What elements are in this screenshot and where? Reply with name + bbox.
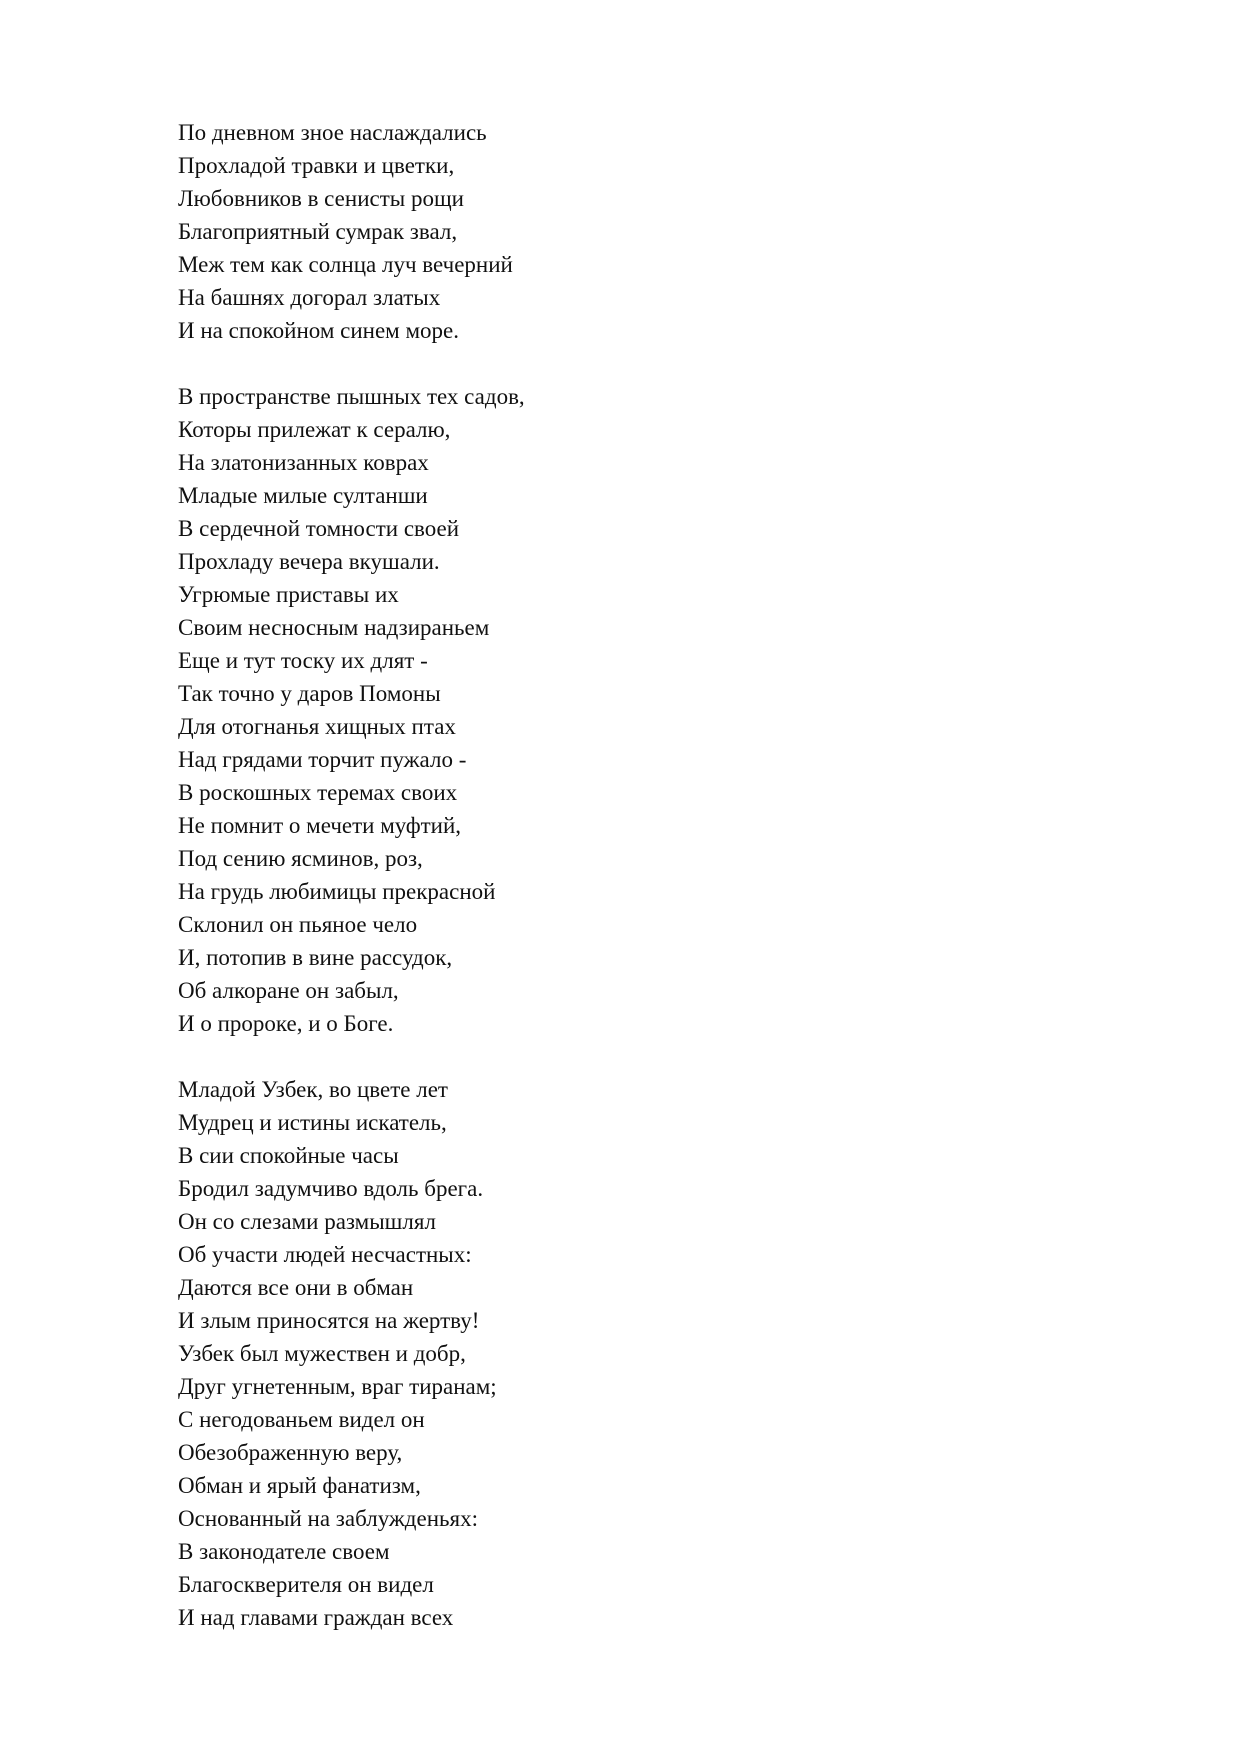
poem-line: Об участи людей несчастных: — [178, 1242, 472, 1267]
poem-line: И злым приносятся на жертву! — [178, 1308, 480, 1333]
poem-line: Угрюмые приставы их — [178, 582, 399, 607]
poem-line: В законодателе своем — [178, 1539, 390, 1564]
poem-line: С негодованьем видел он — [178, 1407, 425, 1432]
stanza-1 — [178, 116, 1078, 347]
poem-line: Младые милые султанши — [178, 483, 428, 508]
poem-line: Даются все они в обман — [178, 1275, 414, 1300]
stanza-3 — [178, 1073, 1078, 1634]
poem-line: Так точно у даров Помоны — [178, 681, 441, 706]
poem-line: На башнях догорал златых — [178, 285, 441, 310]
poem-line: Любовников в сенисты рощи — [178, 186, 464, 211]
poem-line: Об алкоране он забыл, — [178, 978, 399, 1003]
poem-line: Над грядами торчит пужало - — [178, 747, 467, 772]
poem-line: И над главами граждан всех — [178, 1605, 454, 1630]
poem-line: Благоскверителя он видел — [178, 1572, 434, 1597]
poem-line: Не помнит о мечети муфтий, — [178, 813, 462, 838]
poem-line: По дневном зное наслаждались — [178, 120, 487, 145]
poem-line: Узбек был мужествен и добр, — [178, 1341, 466, 1366]
poem-line: На грудь любимицы прекрасной — [178, 879, 496, 904]
stanza-2 — [178, 380, 1078, 1040]
poem-line: В сердечной томности своей — [178, 516, 460, 541]
poem-line: И о пророке, и о Боге. — [178, 1011, 394, 1036]
poem-line: Обезображенную веру, — [178, 1440, 403, 1465]
poem-text — [178, 116, 1078, 1634]
poem-line: Основанный на заблужденьях: — [178, 1506, 478, 1531]
poem-line: И, потопив в вине рассудок, — [178, 945, 453, 970]
poem-line: В роскошных теремах своих — [178, 780, 458, 805]
poem-line: Друг угнетенным, враг тиранам; — [178, 1374, 497, 1399]
poem-line: Склонил он пьяное чело — [178, 912, 418, 937]
poem-line: Бродил задумчиво вдоль брега. — [178, 1176, 484, 1201]
poem-line: Для отогнанья хищных птах — [178, 714, 456, 739]
poem-line: Еще и тут тоску их длят - — [178, 648, 428, 673]
poem-line: Обман и ярый фанатизм, — [178, 1473, 421, 1498]
poem-line: Прохладой травки и цветки, — [178, 153, 455, 178]
poem-line: Которы прилежат к сералю, — [178, 417, 451, 442]
poem-line: Мудрец и истины искатель, — [178, 1110, 447, 1135]
poem-line: Под сению ясминов, роз, — [178, 846, 423, 871]
poem-line: Он со слезами размышлял — [178, 1209, 436, 1234]
poem-line: В сии спокойные часы — [178, 1143, 399, 1168]
poem-line: На златонизанных коврах — [178, 450, 429, 475]
poem-line: И на спокойном синем море. — [178, 318, 459, 343]
poem-line: Благоприятный сумрак звал, — [178, 219, 458, 244]
poem-line: Меж тем как солнца луч вечерний — [178, 252, 513, 277]
poem-line: В пространстве пышных тех садов, — [178, 384, 525, 409]
poem-line: Младой Узбек, во цвете лет — [178, 1077, 448, 1102]
poem-line: Своим несносным надзираньем — [178, 615, 490, 640]
poem-line: Прохладу вечера вкушали. — [178, 549, 440, 574]
